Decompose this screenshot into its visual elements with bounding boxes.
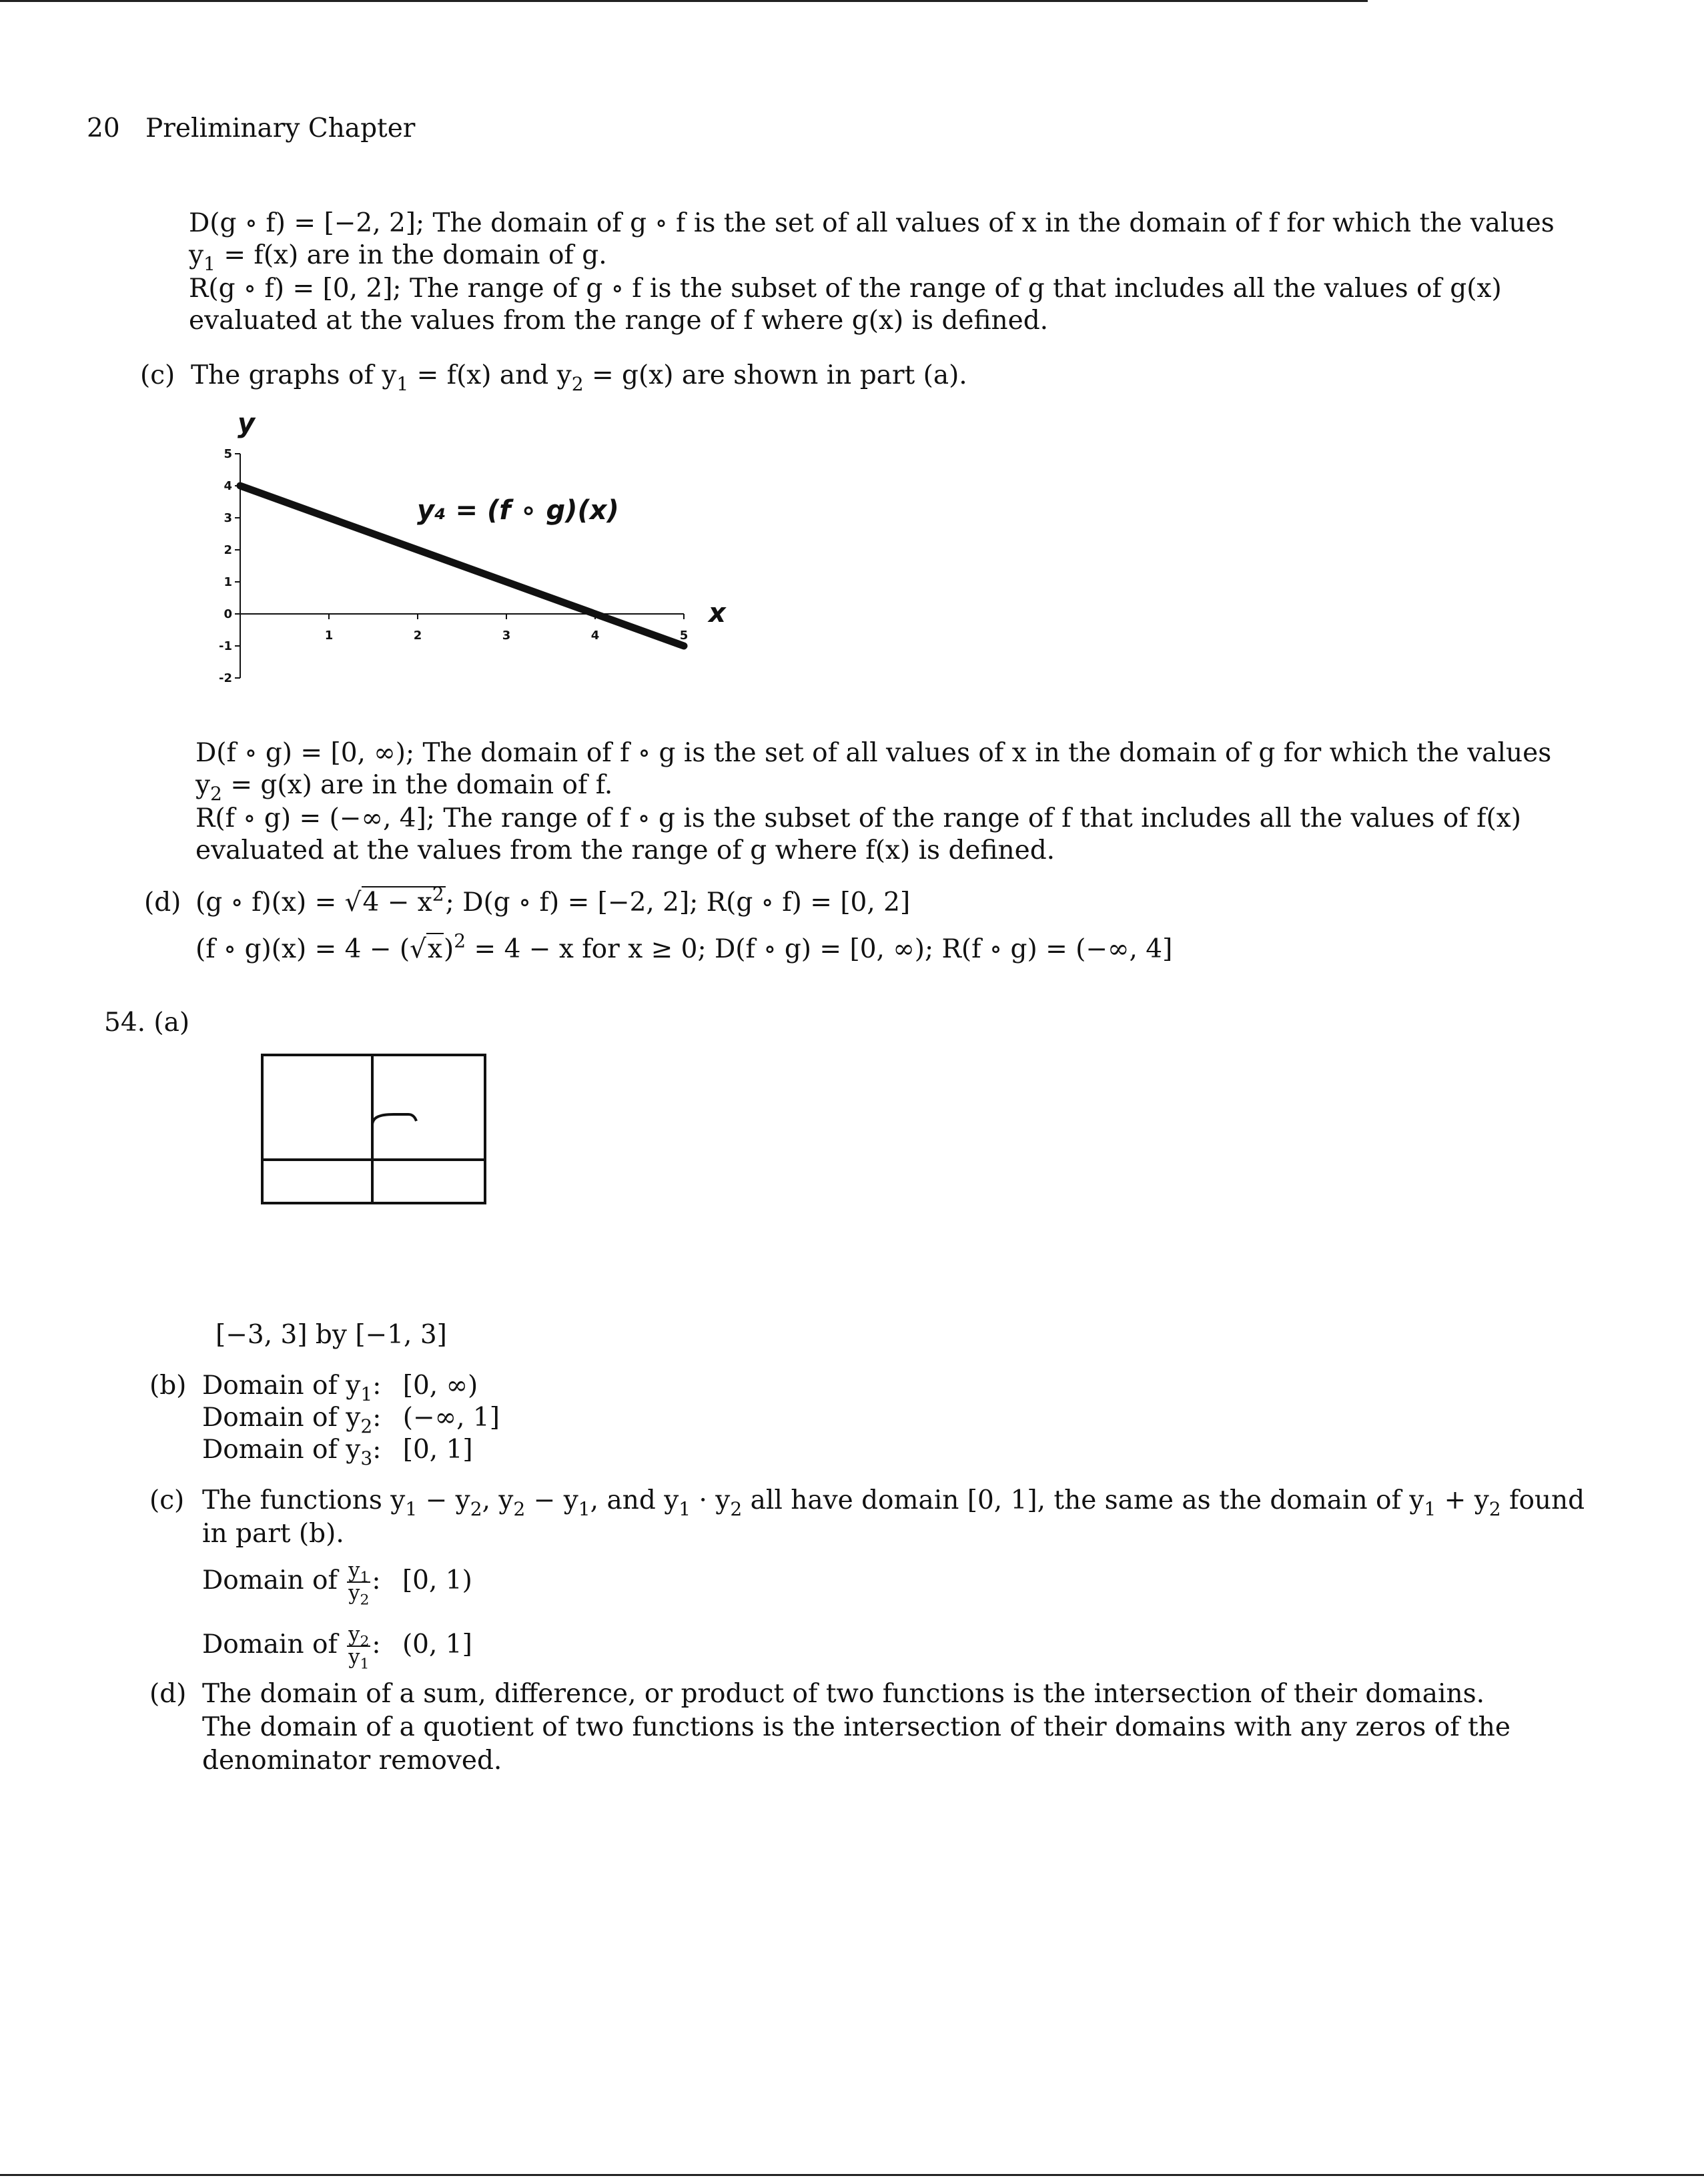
part-d-line2: (f ∘ $g)(x) = 4 - (√x)^2 = 4 - x$ for x ≥ 0; D(f ∘ g) = [0, ∞); R(f ∘ g) = (−∞, 4] xyxy=(195,933,1172,966)
x-tick-label: 3 xyxy=(502,629,511,643)
range-gof-line2: evaluated at the values from the range of f where g(x) is defined. xyxy=(189,306,1049,336)
bottom-border-line xyxy=(0,2174,1704,2176)
curve-label: y₄ = (f ∘ g)(x) xyxy=(417,495,619,526)
y-tick-label: 0 xyxy=(224,607,232,621)
y-axis-label: y xyxy=(238,408,256,439)
part-c54-line1: The functions $y_1 - y_2$, $y_2 - y_1$, and $y_1 \cdot y_2$ all have domain [0, 1], the same as the domain of $y_1 + y_2$ found xyxy=(202,1485,1585,1520)
part-d-label: (d) xyxy=(144,887,181,918)
y-tick-label: -2 xyxy=(219,671,232,685)
part-c54-line2: in part (b). xyxy=(202,1519,344,1549)
part-d54-label: (d) xyxy=(149,1679,187,1709)
problem-54-label: 54. (a) xyxy=(104,1008,190,1038)
part-c-text: The graphs of $y_1 = f(x)$ and $y_2 = g(x)$ are shown in part (a). xyxy=(191,360,967,395)
y-tick-label: 2 xyxy=(224,543,232,557)
chapter-title: Preliminary Chapter xyxy=(145,113,416,143)
x-axis-label: x xyxy=(709,598,726,629)
x-tick-label: 2 xyxy=(413,629,422,643)
calculator-window xyxy=(260,1053,487,1205)
x-tick-label: 4 xyxy=(590,629,600,643)
quotient-domain-2: Domain of $\frac{y_2}{y_1}$ : (0, 1] xyxy=(202,1623,472,1673)
domain-row-2: Domain of $y_2$: (−∞, 1] xyxy=(202,1403,500,1437)
range-gof-text: R(g ∘ f) = [0, 2]; The range of g ∘ f is the subset of the range of g that includes all the values of g(x) xyxy=(189,274,1502,304)
domain-gof-line2: $y_1 = f(x)$ are in the domain of g. xyxy=(189,240,607,275)
fraction-y1-over-y2: $\frac{y_1}{y_2}$ xyxy=(348,1559,370,1609)
x-tick-label: 1 xyxy=(324,629,334,643)
top-border-line xyxy=(0,0,1368,2)
page-number: 20 xyxy=(87,113,120,143)
window-tick-dot xyxy=(332,1158,335,1161)
window-tick-dot xyxy=(412,1158,414,1161)
domain-row-3: Domain of $y_3$: [0, 1] xyxy=(202,1435,473,1469)
part-d54-line2: The domain of a quotient of two functions is the intersection of their domains with any zeros of the xyxy=(202,1712,1511,1742)
window-range: [−3, 3] by [−1, 3] xyxy=(216,1320,447,1350)
y-tick-label: -1 xyxy=(219,639,232,653)
domain-fog-line2: $y_2 = g(x)$ are in the domain of f. xyxy=(195,770,613,805)
x-tick-label: 5 xyxy=(679,629,689,643)
y-tick-label: 1 xyxy=(224,575,232,589)
page-header xyxy=(87,112,415,145)
part-b-label: (b) xyxy=(149,1371,187,1401)
y-tick-label: 5 xyxy=(224,447,232,461)
fog-graph xyxy=(173,400,761,694)
part-c54-label: (c) xyxy=(149,1485,185,1515)
domain-gof-text: D(g ∘ f) = [−2, 2]; The domain of g ∘ f is the set of all values of x in the domain of f for which the values xyxy=(189,208,1555,238)
part-d-line1: (g ∘ $f)(x) = √4 - x^2$; D(g ∘ f) = [−2, 2]; R(g ∘ f) = [0, 2] xyxy=(195,886,910,920)
sqrt-x: √x xyxy=(410,934,442,964)
range-fog-text: R(f ∘ g) = (−∞, 4]; The range of f ∘ g is the subset of the range of f that includes all the values of f(x) xyxy=(195,803,1521,833)
part-d54-line3: denominator removed. xyxy=(202,1746,502,1776)
fraction-y2-over-y1: $\frac{y_2}{y_1}$ xyxy=(348,1623,370,1673)
domain-fog-text: D(f ∘ g) = [0, ∞); The domain of f ∘ g is the set of all values of x in the domain of g for which the values xyxy=(195,738,1552,768)
part-c-label: (c) xyxy=(140,360,175,390)
quotient-domain-1: Domain of $\frac{y_1}{y_2}$ : [0, 1) xyxy=(202,1559,472,1609)
y-tick-label: 4 xyxy=(224,479,232,493)
part-d54-line1: The domain of a sum, difference, or product of two functions is the intersection of their domains. xyxy=(202,1679,1485,1709)
y-tick-label: 3 xyxy=(224,511,232,525)
domain-row-1: Domain of $y_1$: [0, ∞) xyxy=(202,1371,478,1405)
sqrt-expression: $√4 - x^2$ xyxy=(344,883,444,918)
range-fog-line2: evaluated at the values from the range of g where f(x) is defined. xyxy=(195,835,1055,865)
